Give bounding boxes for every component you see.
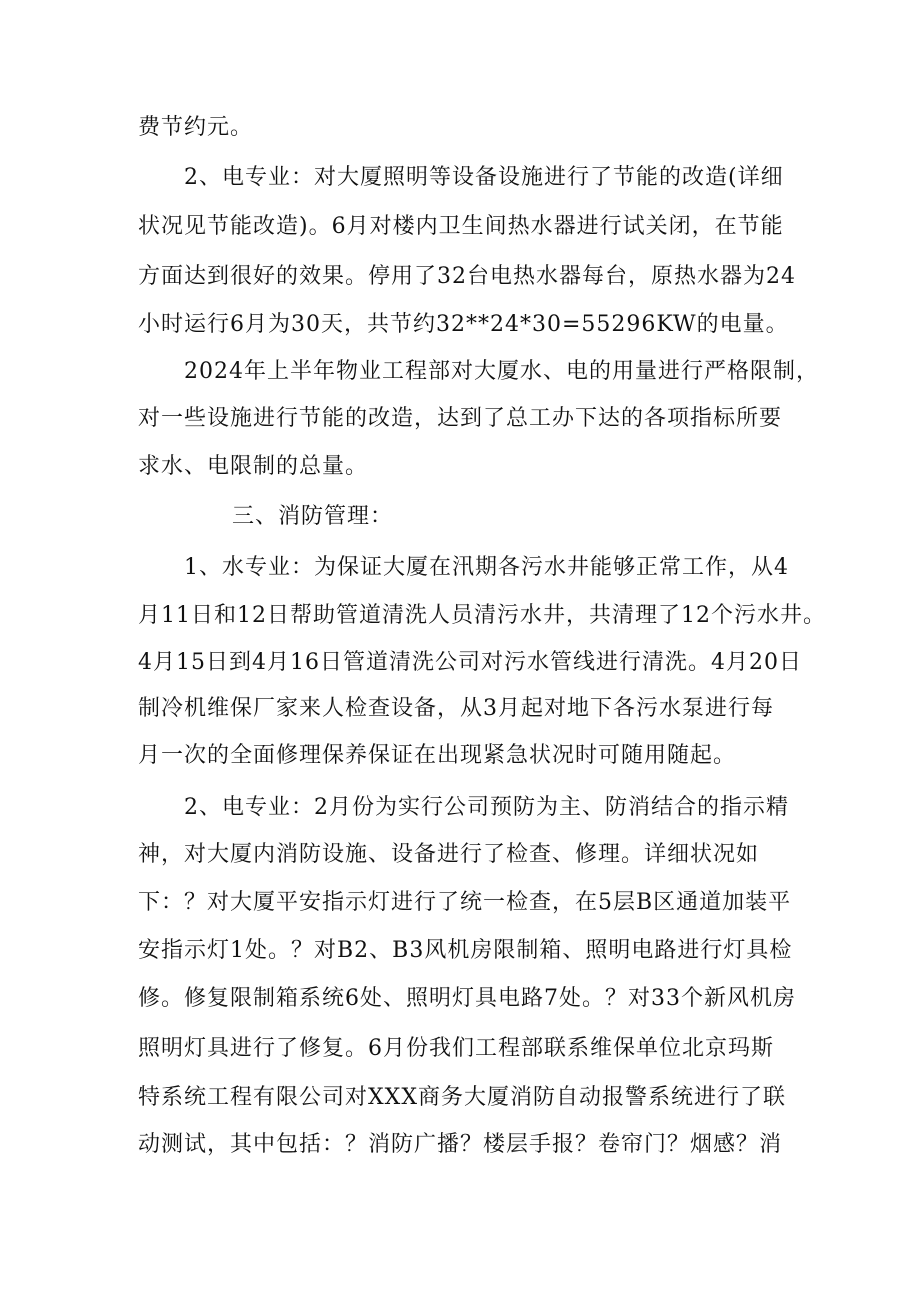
text-line: 4月15日到4月16日管道清洗公司对污水管线进行清洗。4月20日 xyxy=(138,650,802,675)
paragraph-line: 2、电专业：对大厦照明等设备设施进行了节能的改造(详细 xyxy=(184,165,784,190)
text-line: 神，对大厦内消防设施、设备进行了检查、修理。详细状况如 xyxy=(138,842,760,867)
text-line: 月一次的全面修理保养保证在出现紧急状况时可随用随起。 xyxy=(138,743,737,768)
paragraph-line: 2、电专业：2月份为实行公司预防为主、防消结合的指示精 xyxy=(184,795,789,820)
text-line: 特系统工程有限公司对XXX商务大厦消防自动报警系统进行了联 xyxy=(138,1085,786,1110)
paragraph-line: 2024年上半年物业工程部对大厦水、电的用量进行严格限制， xyxy=(184,359,819,384)
text-line: 费节约元。 xyxy=(138,115,254,140)
text-line: 安指示灯1处。？对B2、B3风机房限制箱、照明电路进行灯具检 xyxy=(138,938,793,963)
text-line: 方面达到很好的效果。停用了32台电热水器每台，原热水器为24 xyxy=(138,264,796,289)
section-heading: 三、消防管理： xyxy=(232,504,394,529)
text-line: 月11日和12日帮助管道清洗人员清污水井，共清理了12个污水井。 xyxy=(138,603,826,628)
text-line: 状况见节能改造)。6月对楼内卫生间热水器进行试关闭，在节能 xyxy=(138,214,784,239)
text-line: 动测试，其中包括：？消防广播？楼层手报？卷帘门？烟感？消 xyxy=(138,1132,783,1157)
text-line: 小时运行6月为30天，共节约32**24*30=55296KW的电量。 xyxy=(138,312,789,337)
paragraph-line: 1、水专业：为保证大厦在汛期各污水井能够正常工作，从4 xyxy=(184,555,789,580)
text-line: 修。修复限制箱系统6处、照明灯具电路7处。？对33个新风机房 xyxy=(138,986,796,1011)
text-line: 照明灯具进行了修复。6月份我们工程部联系维保单位北京玛斯 xyxy=(138,1036,774,1061)
text-line: 下：？对大厦平安指示灯进行了统一检查，在5层B区通道加装平 xyxy=(138,890,792,915)
text-line: 对一些设施进行节能的改造，达到了总工办下达的各项指标所要 xyxy=(138,406,783,431)
text-line: 制冷机维保厂家来人检查设备，从3月起对地下各污水泵进行每 xyxy=(138,696,774,721)
text-line: 求水、电限制的总量。 xyxy=(138,454,369,479)
